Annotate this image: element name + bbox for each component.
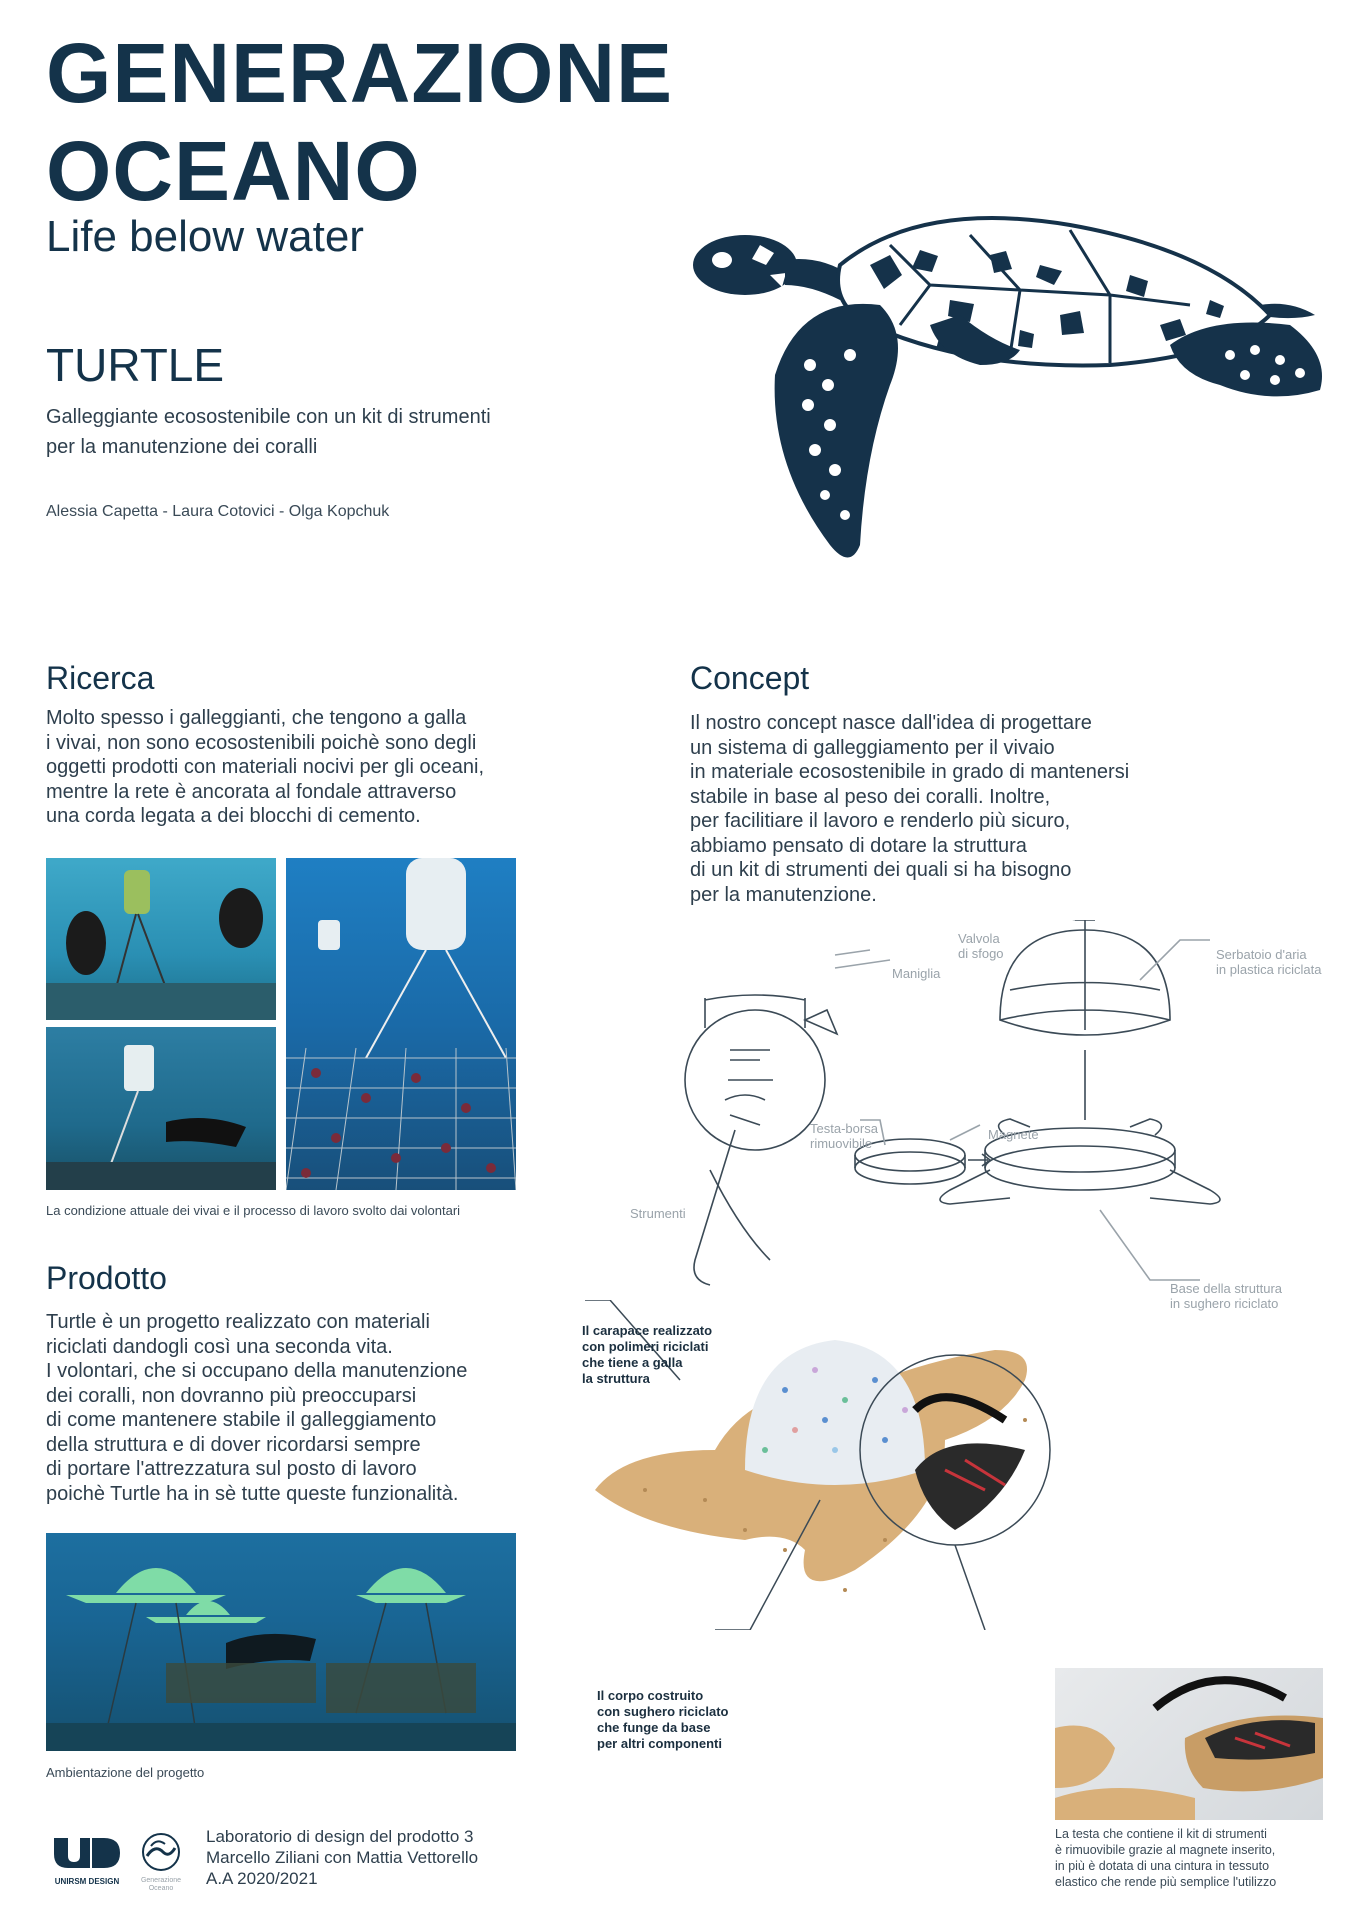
poster-title (46, 24, 673, 220)
project-name: TURTLE (46, 339, 225, 391)
label-base-line: Base della struttura (1170, 1281, 1283, 1296)
label-testa-description-line: La testa che contiene il kit di strumenti (1055, 1827, 1267, 1841)
label-valvola-line: di sfogo (958, 946, 1004, 961)
prodotto-line: poichè Turtle ha in sè tutte queste funzionalità. (46, 1482, 459, 1505)
label-testa-description-line: è rimuovibile grazie al magnete inserito, (1055, 1843, 1276, 1857)
generazione-oceano-logo (136, 1832, 186, 1893)
ricerca-heading: Ricerca (46, 660, 155, 696)
label-magnete: Magnete (988, 1127, 1039, 1142)
concept-sketch (620, 920, 1340, 1320)
photo-coral-net (286, 858, 516, 1190)
ricerca-line: una corda legata a dei blocchi di cemento. (46, 805, 421, 827)
photo-project-render-graphic (46, 1533, 516, 1751)
concept-line: Il nostro concept nasce dall'idea di progettare (690, 712, 1092, 734)
label-testa-description-line: elastico che rende più semplice l'utilizzo (1055, 1875, 1277, 1889)
concept-line: per la manutenzione. (690, 883, 877, 906)
label-testa-line: Testa-borsa (810, 1121, 878, 1136)
prodotto-line: di come mantenere stabile il galleggiamento (46, 1409, 437, 1431)
concept-line: abbiamo pensato di dotare la struttura (690, 834, 1027, 857)
concept-heading: Concept (690, 660, 810, 696)
label-corpo-line: Il corpo costruito (597, 1688, 704, 1703)
label-strumenti: Strumenti (630, 1206, 686, 1221)
prodotto-line: I volontari, che si occupano della manutenzione (46, 1360, 468, 1382)
label-base (1170, 1281, 1282, 1311)
label-corpo-line: con sughero riciclato (597, 1704, 729, 1719)
generazione-oceano-logo-text (136, 1877, 186, 1893)
label-corpo-line: che funge da base (597, 1720, 711, 1735)
photo-head-detail-graphic (1055, 1668, 1323, 1820)
concept-line: di un kit di strumenti dei quali si ha bisogno (690, 859, 1072, 881)
label-serbatoio-line: in plastica riciclata (1216, 962, 1322, 977)
prodotto-text (46, 1310, 526, 1506)
project-description-line: per la manutenzione dei coralli (46, 436, 318, 458)
ricerca-text (46, 706, 526, 829)
footer-line: Marcello Ziliani con Mattia Vettorello (206, 1848, 479, 1867)
label-carapace-line: la struttura (582, 1371, 650, 1386)
label-corpo-line: per altri componenti (597, 1736, 722, 1751)
concept-line: per facilitiare il lavoro e renderlo più sicuro, (690, 810, 1071, 832)
photo-coral-net-graphic (286, 858, 516, 1190)
prodotto-heading: Prodotto (46, 1260, 167, 1296)
turtle-illustration (690, 205, 1330, 570)
label-base-line: in sughero riciclato (1170, 1296, 1279, 1311)
poster-subtitle: Life below water (46, 212, 364, 261)
logo-text-line: Generazione (140, 1877, 182, 1884)
label-valvola (958, 931, 1004, 961)
unirsm-logo-mark (54, 1838, 120, 1868)
label-carapace-line: con polimeri riciclati (582, 1339, 709, 1354)
concept-line: un sistema di galleggiamento per il vivaio (690, 736, 1055, 759)
footer-line: Laboratorio di design del prodotto 3 (206, 1827, 474, 1846)
title-line-2: OCEANO (46, 124, 421, 218)
ricerca-caption: La condizione attuale dei vivai e il processo di lavoro svolto dai volontari (46, 1203, 461, 1218)
concept-text (690, 711, 1210, 907)
label-carapace-line: Il carapace realizzato (582, 1323, 713, 1338)
ricerca-line: mentre la rete è ancorata al fondale attraverso (46, 780, 457, 803)
label-carapace-line: che tiene a galla (582, 1355, 683, 1370)
ricerca-line: oggetti prodotti con materiali nocivi per gli oceani, (46, 756, 485, 778)
photo-divers-nursery (46, 858, 276, 1020)
footer-credits (206, 1826, 478, 1889)
unirsm-logo-text: UNIRSM DESIGN (54, 1877, 120, 1886)
concept-line: in materiale ecosostenibile in grado di mantenersi (690, 761, 1130, 783)
photo-diver-float-graphic (46, 1027, 276, 1190)
unirsm-logo (54, 1838, 120, 1886)
label-testa-description (1055, 1826, 1276, 1890)
project-description-line: Galleggiante ecosostenibile con un kit di strumenti (46, 406, 491, 428)
label-testa-line: rimuovibile (810, 1136, 873, 1151)
logo-text-line: Oceano (148, 1885, 174, 1892)
ricerca-line: Molto spesso i galleggianti, che tengono a galla (46, 707, 467, 729)
prodotto-line: di portare l'attrezzatura sul posto di lavoro (46, 1458, 417, 1480)
label-maniglia: Maniglia (892, 966, 941, 981)
photo-divers-nursery-graphic (46, 858, 276, 1020)
photo-head-detail (1055, 1668, 1323, 1820)
label-valvola-line: Valvola (958, 931, 1000, 946)
prodotto-line: della struttura e di dover ricordarsi sempre (46, 1433, 421, 1456)
ricerca-line: i vivai, non sono ecosostenibili poichè sono degli (46, 731, 477, 754)
prodotto-line: dei coralli, non dovranno più preoccuparsi (46, 1384, 417, 1407)
photo-project-render (46, 1533, 516, 1751)
wave-icon (141, 1832, 181, 1872)
footer-line: A.A 2020/2021 (206, 1869, 318, 1888)
label-carapace (582, 1323, 712, 1387)
concept-line: stabile in base al peso dei coralli. Inoltre, (690, 785, 1051, 808)
prodotto-line: riciclati dandogli così una seconda vita. (46, 1335, 393, 1358)
prodotto-line: Turtle è un progetto realizzato con materiali (46, 1311, 430, 1333)
label-corpo (597, 1688, 728, 1752)
label-serbatoio (1216, 947, 1322, 977)
project-description (46, 402, 566, 462)
authors: Alessia Capetta - Laura Cotovici - Olga Kopchuk (46, 503, 390, 520)
title-line-1: GENERAZIONE (46, 26, 674, 120)
label-testa (810, 1121, 878, 1151)
label-serbatoio-line: Serbatoio d'aria (1216, 947, 1307, 962)
prodotto-caption: Ambientazione del progetto (46, 1765, 205, 1780)
photo-diver-float (46, 1027, 276, 1190)
label-testa-description-line: in più è dotata di una cintura in tessuto (1055, 1859, 1270, 1873)
